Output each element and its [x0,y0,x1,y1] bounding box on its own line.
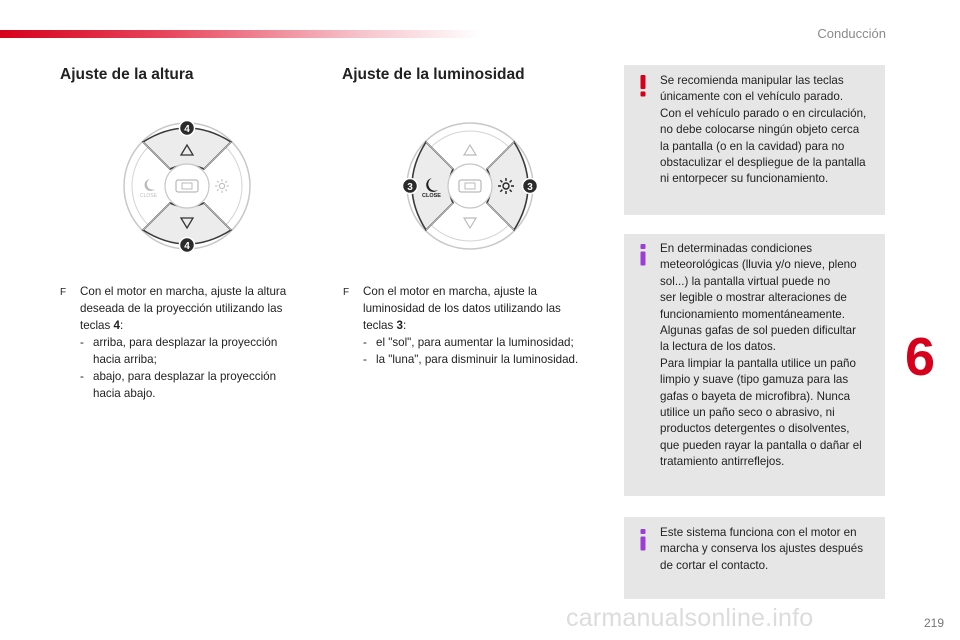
info-icon [636,244,650,266]
height-keys-diagram [118,118,256,254]
warning-note: Se recomienda manipular las teclas únicamente con el vehículo parado. Con el vehículo parado o en circulación, no debe colocarse ningún objeto cerca la pantalla (o en la cavidad) para no obstaculizar el despliegue de la pantalla ni entorpecer su funcionamiento. [624,65,885,215]
svg-text:4: 4 [184,241,190,252]
list-item: - abajo, para desplazar la proyección hacia abajo. [80,370,277,400]
close-label: CLOSE [140,193,157,199]
info-icon [636,529,650,551]
watermark: carmanualsonline.info [566,604,814,632]
list-item: - la "luna", para disminuir la luminosidad. [363,353,579,366]
brightness-instructions: F Con el motor en marcha, ajuste la luminosidad de los datos utilizando las teclas 3: - el "sol", para aumentar la luminosidad; - la "luna", para disminuir la luminosidad. [343,283,613,368]
section-title-height: Ajuste de la altura [60,66,194,83]
height-instructions: F Con el motor en marcha, ajuste la altura deseada de la proyección utilizando las teclas 4: - arriba, para desplazar la proyección hacia arriba; - abajo, para desplazar la proyección hacia abajo. [60,283,320,402]
info-note-system: Este sistema funciona con el motor en marcha y conserva los ajustes después de cortar el contacto. [624,517,885,599]
bullet-icon: F [60,287,67,298]
warning-icon [636,75,650,97]
info-note-conditions: En determinadas condiciones meteorológicas (lluvia y/o nieve, pleno sol...) la pantalla virtual puede no ser legible o mostrar alteraciones de funcionamiento momentáneamente. Algunas gafas de sol pueden dificultar la lectura de los datos. Para limpiar la pantalla utilice un paño limpio y suave (tipo gamuza para las gafas o bayeta de microfibra). Nunca utilice un paño seco o abrasivo, ni productos detergentes o disolventes, que pueden rayar la pantalla o dañar el tratamiento antirreflejos. [624,234,885,496]
svg-text:4: 4 [184,124,190,135]
list-item: - el "sol", para aumentar la luminosidad; [363,336,574,349]
svg-text:3: 3 [407,182,413,193]
section-title-brightness: Ajuste de la luminosidad [342,66,525,83]
page-number: 219 [923,616,944,630]
svg-text:3: 3 [527,182,533,193]
chapter-title: Conducción [817,26,886,41]
bullet-icon: F [343,287,350,298]
brightness-keys-diagram [400,118,540,254]
list-item: - arriba, para desplazar la proyección hacia arriba; [80,336,278,366]
chapter-color-bar [0,30,480,38]
chapter-number: 6 [905,327,936,387]
close-label: CLOSE [422,193,441,199]
